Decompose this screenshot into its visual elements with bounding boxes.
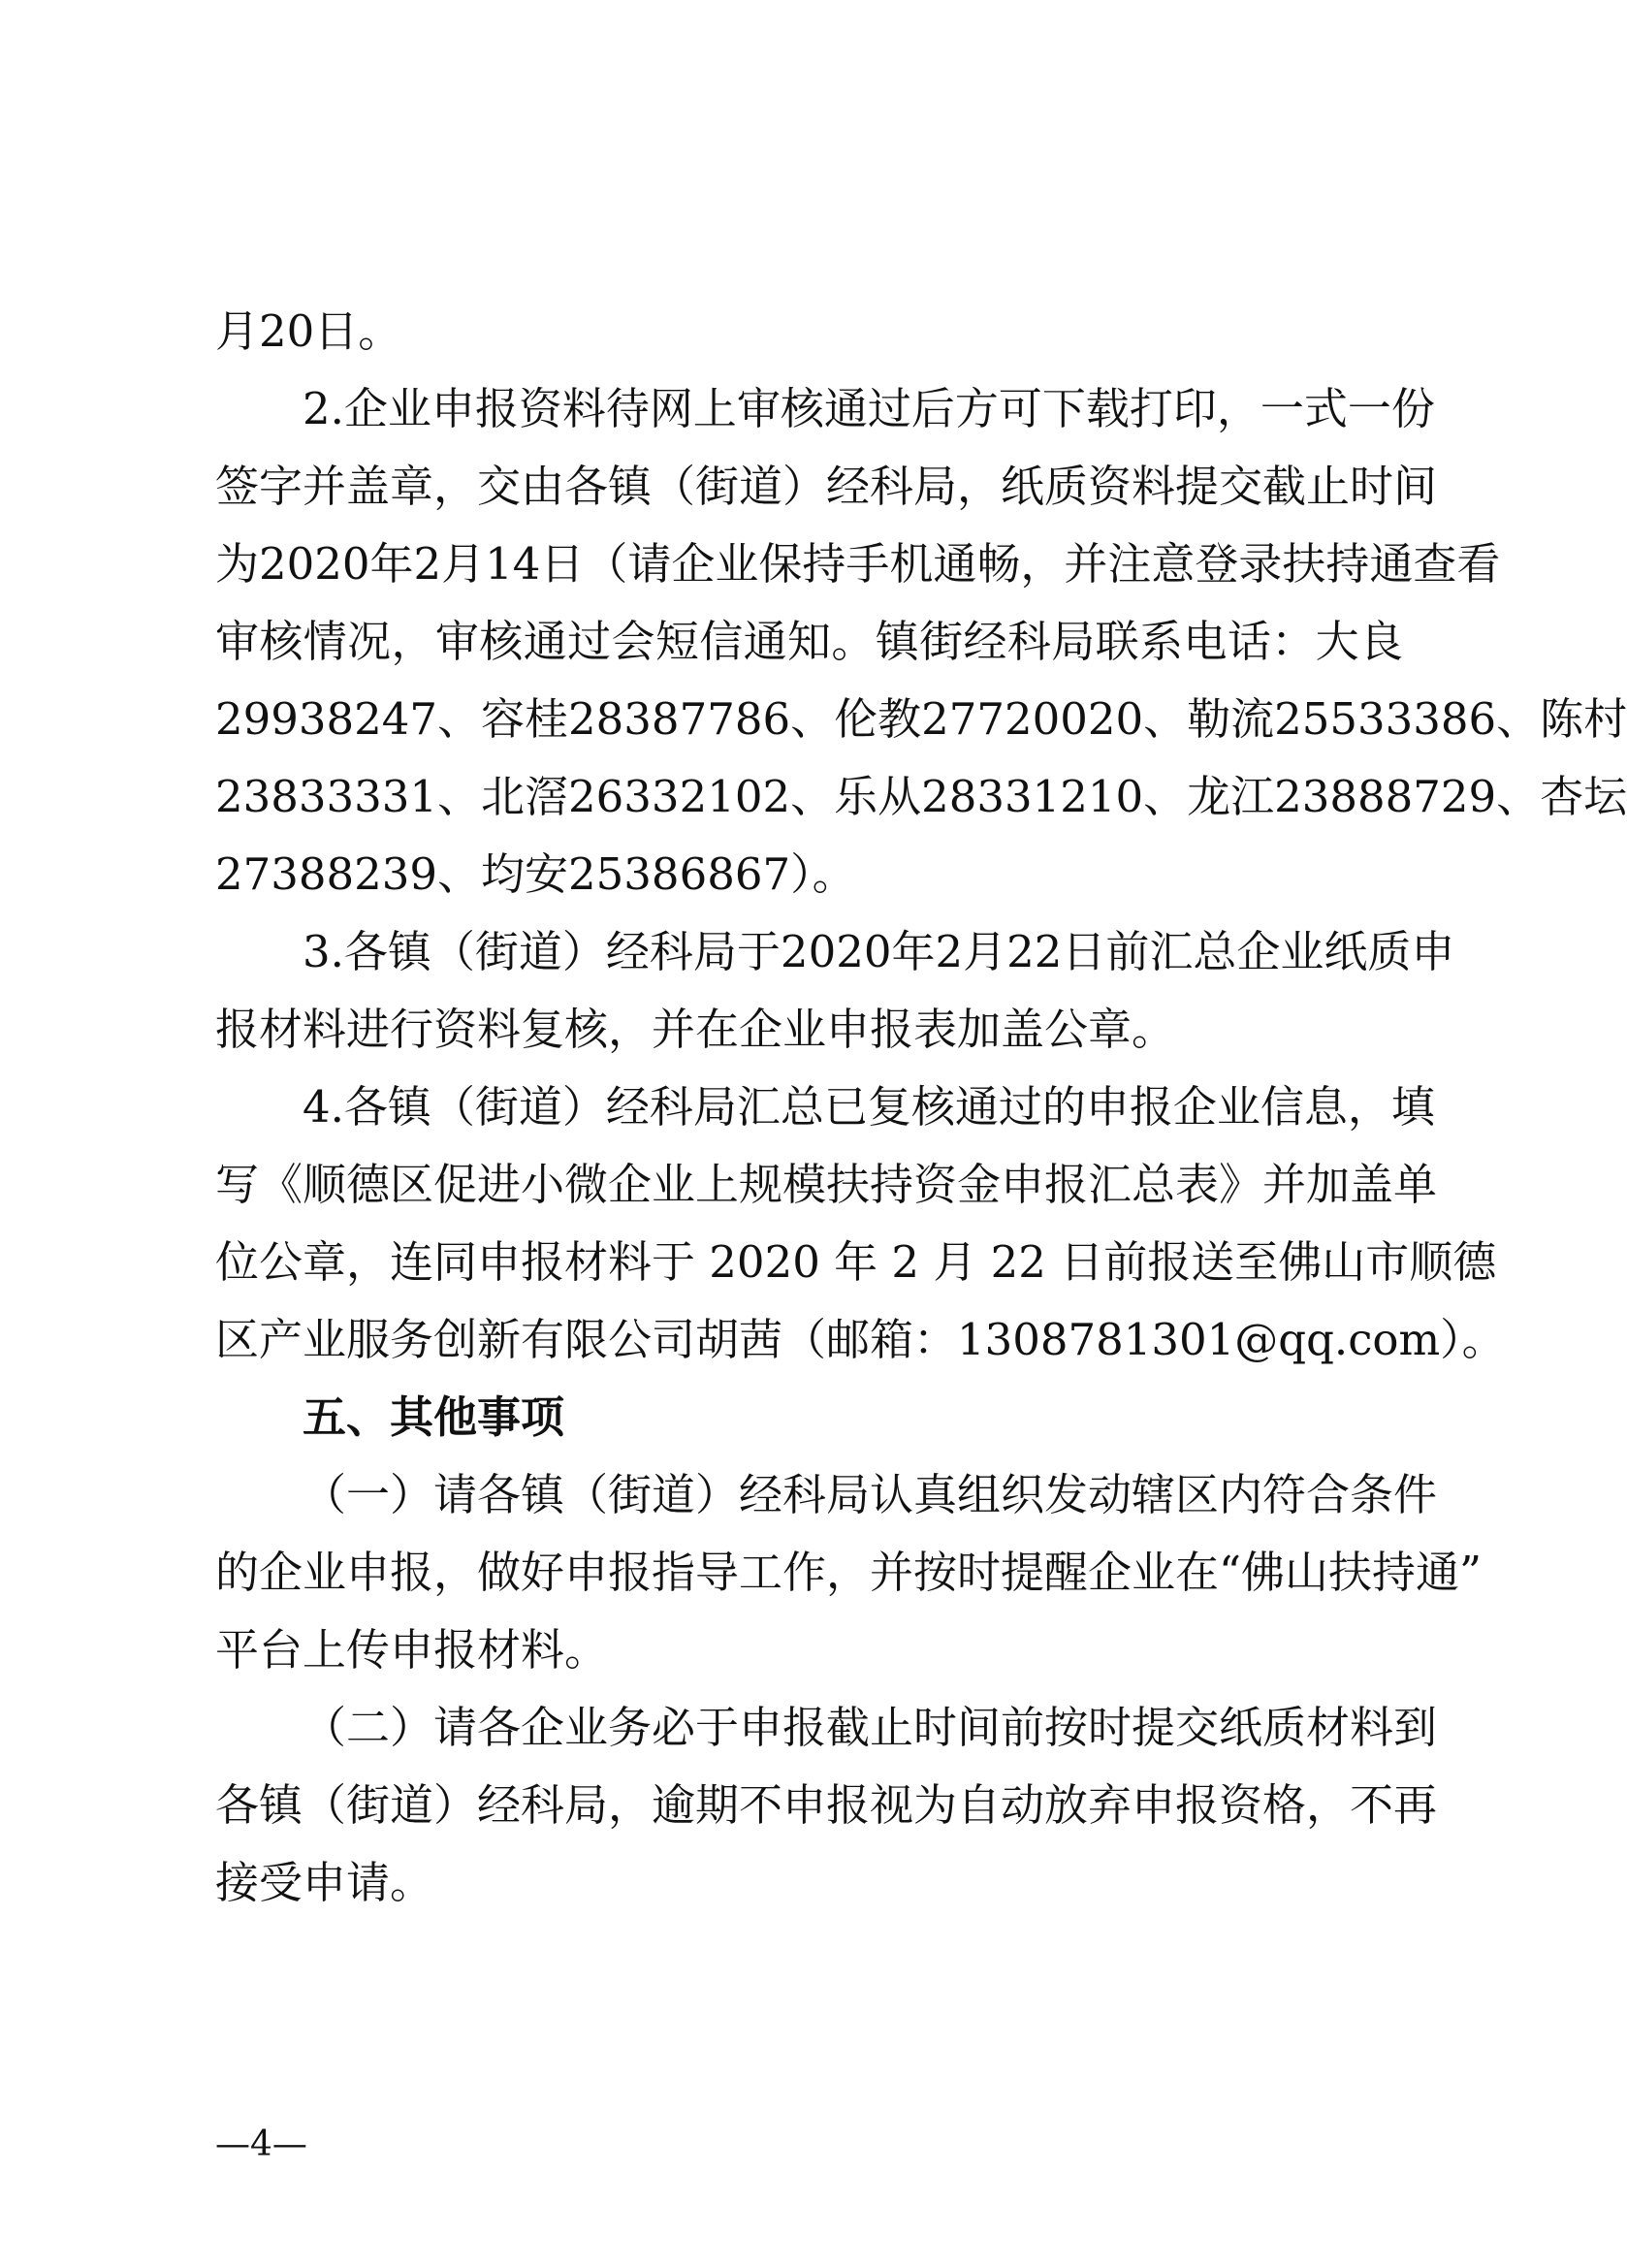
body-line: 接受申请。 [215, 1857, 434, 1908]
body-line: 月20日。 [215, 305, 402, 357]
body-line: 27388239、均安25386867）。 [215, 848, 856, 900]
body-line: 签字并盖章，交由各镇（街道）经科局，纸质资料提交截止时间 [215, 461, 1438, 512]
body-line: 写《顺德区促进小微企业上规模扶持资金申报汇总表》并加盖单 [215, 1159, 1438, 1210]
body-line: （二）请各企业务必于申报截止时间前按时提交纸质材料到 [303, 1702, 1438, 1753]
body-line: 审核情况，审核通过会短信通知。镇街经科局联系电话：大良 [215, 616, 1403, 667]
body-line: 4.各镇（街道）经科局汇总已复核通过的申报企业信息，填 [303, 1081, 1435, 1133]
body-line: 区产业服务创新有限公司胡茜（邮箱：1308781301@qq.com）。 [215, 1314, 1506, 1365]
body-line: 3.各镇（街道）经科局于2020年2月22日前汇总企业纸质申 [303, 926, 1455, 977]
body-line: 各镇（街道）经科局，逾期不申报视为自动放弃申报资格，不再 [215, 1779, 1438, 1831]
section-heading: 五、其他事项 [303, 1391, 565, 1443]
body-line: 位公章，连同申报材料于 2020 年 2 月 22 日前报送至佛山市顺德 [215, 1236, 1497, 1288]
body-line: 2.企业申报资料待网上审核通过后方可下载打印，一式一份 [303, 383, 1435, 434]
body-line: 的企业申报，做好申报指导工作，并按时提醒企业在“佛山扶持通” [215, 1547, 1483, 1598]
page-number: —4— [215, 2124, 307, 2164]
body-line: 报材料进行资料复核，并在企业申报表加盖公章。 [215, 1004, 1176, 1055]
body-line: 为2020年2月14日（请企业保持手机通畅，并注意登录扶持通查看 [215, 538, 1501, 590]
body-line: 平台上传申报材料。 [215, 1624, 609, 1676]
body-text [215, 293, 1627, 1922]
body-line: （一）请各镇（街道）经科局认真组织发动辖区内符合条件 [303, 1469, 1438, 1520]
body-line: 23833331、北滘26332102、乐从28331210、龙江23888729、杏坛 [215, 771, 1627, 822]
body-line: 29938247、容桂28387786、伦教27720020、勒流25533386、陈村 [215, 693, 1627, 745]
